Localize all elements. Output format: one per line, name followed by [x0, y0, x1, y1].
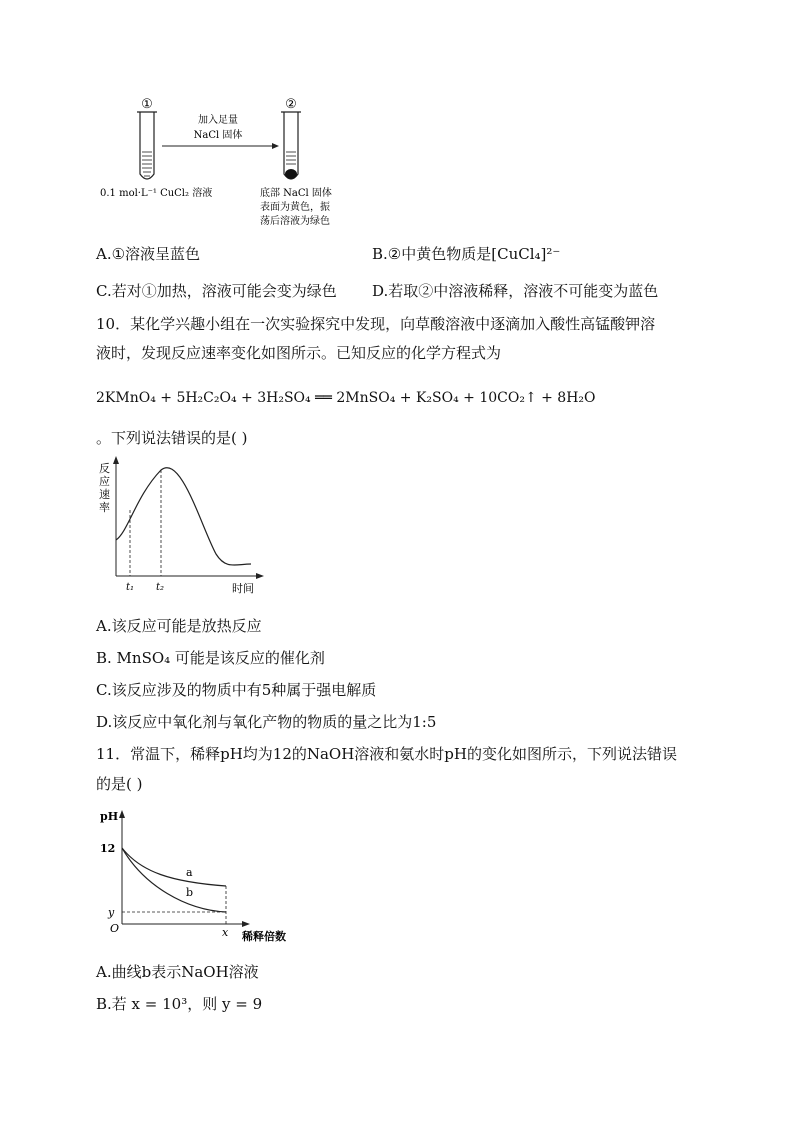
q11-stem-line-1: 11．常温下，稀释pH均为12的NaOH溶液和氨水时pH的变化如图所示，下列说法错误	[96, 745, 677, 763]
q10-stem-line-1: 10．某化学兴趣小组在一次实验探究中发现，向草酸溶液中逐滴加入酸性高锰酸钾溶	[96, 315, 656, 333]
q11-stem-line-2: 的是( )	[96, 775, 143, 793]
curve-b	[122, 848, 226, 912]
q10-equation: 2KMnO₄ + 5H₂C₂O₄ + 3H₂SO₄ ══ 2MnSO₄ + K₂SO₄ + 10CO₂↑ + 8H₂O	[96, 390, 596, 406]
t2-label: t₂	[156, 582, 165, 593]
rate-curve	[116, 468, 251, 565]
q10-stem-line-3: 。下列说法错误的是( )	[96, 429, 248, 447]
t1-label: t₁	[126, 582, 135, 593]
ph-12-label: 12	[100, 842, 116, 855]
ph-axis-label: pH	[100, 810, 119, 823]
y-axis-label-2: 应	[99, 475, 110, 488]
tube-1-label: ①	[141, 97, 153, 112]
tube-2	[281, 112, 301, 179]
q9-option-c: C.若对①加热，溶液可能会变为绿色	[96, 282, 337, 300]
ph-dilution-graph	[96, 806, 306, 948]
curve-a	[122, 848, 226, 886]
q10-option-a: A.该反应可能是放热反应	[96, 617, 262, 635]
origin-label: O	[110, 922, 120, 935]
y-value-label: y	[108, 906, 115, 919]
tube-2-caption-2: 表面为黄色，振	[260, 202, 330, 213]
curve-a-label: a	[186, 866, 193, 879]
y-axis-label-1: 反	[99, 462, 110, 475]
q10-option-d: D.该反应中氧化剂与氧化产物的物质的量之比为1:5	[96, 713, 437, 731]
q11-option-a: A.曲线b表示NaOH溶液	[96, 963, 259, 981]
q10-stem-line-2: 液时，发现反应速率变化如图所示。已知反应的化学方程式为	[96, 344, 502, 362]
y-axis-label-4: 率	[99, 501, 110, 514]
tube-2-caption-3: 荡后溶液为绿色	[260, 216, 330, 227]
q10-option-b: B. MnSO₄ 可能是该反应的催化剂	[96, 649, 325, 667]
tube-2-caption-1: 底部 NaCl 固体	[260, 188, 332, 199]
q9-option-b-text: B.②中黄色物质是	[372, 245, 492, 263]
q9-option-a: A.①溶液呈蓝色	[96, 245, 201, 263]
curve-b-label: b	[186, 886, 194, 899]
test-tube-figure	[96, 94, 366, 234]
x-axis-label: 稀释倍数	[242, 930, 286, 943]
tube-1-caption: 0.1 mol·L⁻¹ CuCl₂ 溶液	[100, 188, 213, 199]
q9-option-d: D.若取②中溶液稀释，溶液不可能变为蓝色	[372, 282, 659, 300]
tube-2-label: ②	[285, 97, 297, 112]
arrow-label-1: 加入足量	[198, 115, 238, 126]
q9-option-b-formula: [CuCl₄]²⁻	[491, 245, 561, 263]
q11-option-b: B.若 x = 10³，则 y = 9	[96, 995, 263, 1013]
arrow-label-2: NaCl 固体	[193, 130, 243, 141]
q10-option-c: C.该反应涉及的物质中有5种属于强电解质	[96, 681, 377, 699]
y-axis-label-3: 速	[99, 488, 110, 501]
x-axis-label: 时间	[232, 582, 254, 595]
x-value-label: x	[222, 926, 229, 939]
q9-option-b	[372, 244, 560, 264]
reaction-rate-graph	[96, 456, 266, 598]
tube-1	[137, 112, 157, 179]
